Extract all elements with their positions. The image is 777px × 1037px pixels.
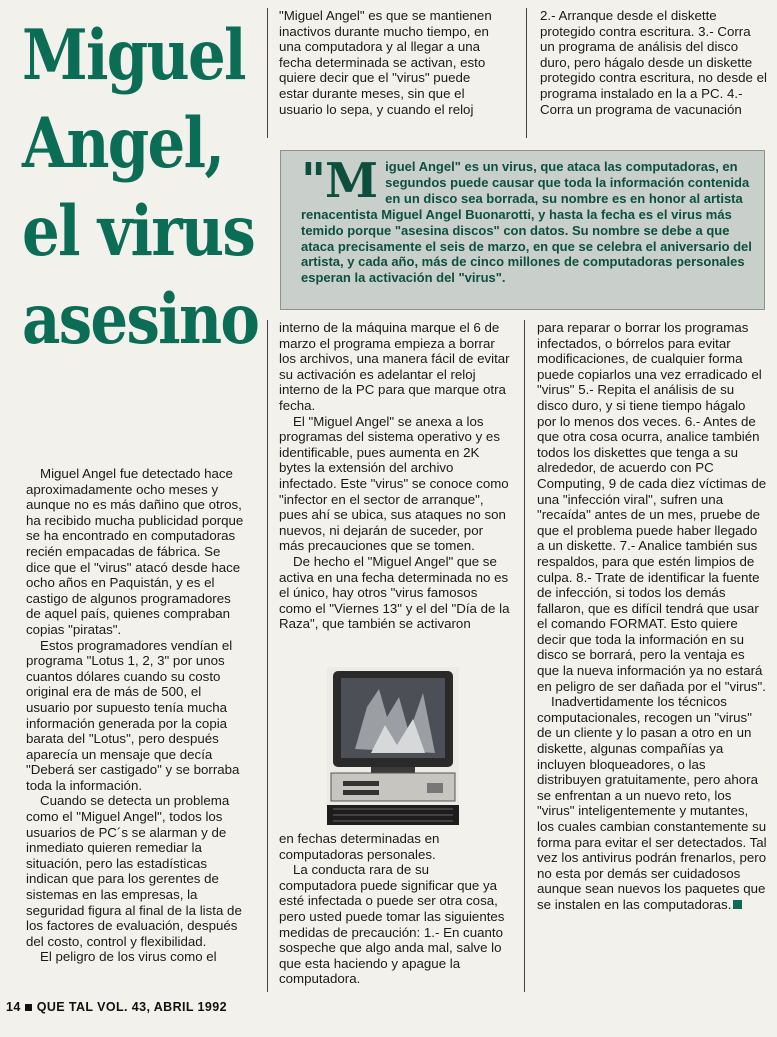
paragraph (537, 694, 767, 912)
article-headline (22, 12, 259, 364)
column-divider (524, 320, 525, 992)
page-number: 14 (6, 1000, 21, 1014)
column-3-top (540, 8, 768, 117)
paragraph: en fechas determinadas en computadoras personales. (279, 831, 440, 862)
column-2 (279, 320, 510, 632)
paragraph: El peligro de los virus como el (40, 949, 217, 965)
paragraph: para reparar o borrar los programas infectados, o bórrelos para evitar modificaciones, de cualquier forma puede copiarlos una vez erradicado el "virus" 5.- Repita el análisis de su disco duro, y si tiene tiempo hágalo por lo menos dos veces. 6.- Antes de que otra cosa ocurra, analice también todos los diskettes que tenga a su alrededor, de acuerdo con PC Computing, 9 de cada diez víctimas de una "infección viral", sufren una "recaída" antes de un mes, pruebe de que el problema puede haber llegado a un diskette. 7.- Analice también sus respaldos, para que estén limpios de culpa. 8.- Trate de identificar la fuente de infección, si todos los demás fallaron, que es difícil tendrá que usar el comando FORMAT. Esto quiere decir que toda la información en su disco se borrará, pero la ventaja es que la nueva información ya no estará en peligro de ser dañada por el "virus". (537, 320, 767, 694)
headline-line-1: Miguel (22, 15, 245, 96)
paragraph: Cuando se detecta un problema como el "Miguel Angel", todos los usuarios de PC´s se alarman y de inmediato quieren remediar la situación, pero las estadísticas indican que para los gerentes de sistemas en las empresas, la seguridad figura al final de la lista de los factores de evaluación, después del costo, control y flexibilidad. (26, 793, 242, 949)
column-divider (267, 320, 268, 992)
column-3-top-text: 2.- Arranque desde el diskette protegido contra escritura. 3.- Corra un programa de análisis del disco duro, pero hágalo desde un diskette protegido contra escritura, no desde el programa instalado en la a PC. 4.- Corra un programa de vacunación (540, 8, 767, 117)
column-divider (526, 8, 527, 138)
end-of-article-icon (733, 900, 742, 909)
pull-quote-box (280, 150, 765, 310)
paragraph: El "Miguel Angel" se anexa a los programas del sistema operativo y es identificable, pues aumenta en 2K bytes la extensión del archivo infectado. Este "virus" se conoce como "infector en el sector de arranque", pues ahí se ubica, sus ataques no son nuevos, ni dejarán de suceder, por más precauciones que se tomen. (279, 413, 509, 554)
column-3 (537, 320, 767, 913)
paragraph: interno de la máquina marque el 6 de marzo el programa empieza a borrar los archivos, una manera fácil de evitar su activación es adelantar el reloj interno de la PC para que marque otra fecha. (279, 320, 510, 413)
publication-info: QUE TAL VOL. 43, ABRIL 1992 (36, 1000, 227, 1014)
paragraph-text: Inadvertidamente los técnicos computacionales, recogen un "virus" de un cliente y lo pasan a otro en un diskette, algunas compañías ya incluyen bloqueadores, o las distribuyen gratuitamente, pero ahora se enfrentan a un nuevo reto, los "virus" inteligentemente y mutantes, los cuales cambian constantemente su forma para evitar el ser detectados. Tal vez los antivirus podrán frenarlos, pero no esta por demás ser cuidadosos aunque sean nuevos los paquetes que se instalen en las computadoras. (537, 694, 767, 912)
paragraph: La conducta rara de su computadora puede significar que ya esté infectada o puede ser otra cosa, pero usted puede tomar las siguientes medidas de precaución: 1.- En cuanto sospeche que algo anda mal, salve lo que esta haciendo y apague la computadora. (279, 862, 505, 987)
page-footer (6, 1000, 227, 1014)
column-divider (267, 8, 268, 138)
column-2-top-text: "Miguel Angel" es que se mantienen inactivos durante mucho tiempo, en una computadora y al llegar a una fecha determinada se activan, esto quiere decir que el "virus" puede estar durante meses, sin que el usuario lo sepa, y cuando el reloj (279, 8, 492, 117)
paragraph: De hecho el "Miguel Angel" que se activa en una fecha determinada no es el único, hay otros "virus famosos como el "Viernes 13" y el del "Día de la Raza", que también se activaron (279, 553, 510, 632)
column-1 (26, 466, 248, 965)
column-2-top (279, 8, 501, 117)
headline-line-3: el virus (22, 191, 255, 272)
pull-quote-text: iguel Angel" es un virus, que ataca las computadoras, en segundos puede causar que toda la información contenida en un disco sea borrada, su nombre es en honor al artista renacentista Miguel Angel Buonarotti, y hasta la fecha es el virus más temido porque "asesina discos" con datos. Su nombre se debe a que ataca precisamente el seis de marzo, en que se celebra el aniversario del artista, y cada año, más de cinco millones de computadoras personales esperan la activación del "virus". (301, 159, 752, 286)
square-bullet-icon (25, 1004, 32, 1011)
headline-line-4: asesino (22, 279, 259, 360)
computer-photo (327, 667, 459, 825)
column-2-bottom (279, 831, 510, 987)
paragraph: Estos programadores vendían el programa "Lotus 1, 2, 3" por unos cuantos dólares cuando su costo original era de más de 500, el usuario por supuesto tenía mucha información generada por la copia barata del "Lotus", pero después aparecía un mensaje que decía "Deberá ser castigado" y se borraba toda la información. (26, 637, 240, 793)
paragraph: Miguel Angel fue detectado hace aproximadamente ocho meses y aunque no es más dañino que otros, ha recibido mucha publicidad porque se ha encontrado en computadoras recién empacadas de fábrica. Se dice que el "virus" atacó desde hace ocho años en Paquistán, y es el castigo de algunos programadores de aquel país, quienes compraban copias "piratas". (26, 466, 244, 637)
drop-cap: "M (301, 153, 378, 209)
headline-line-2: Angel, (22, 103, 224, 184)
